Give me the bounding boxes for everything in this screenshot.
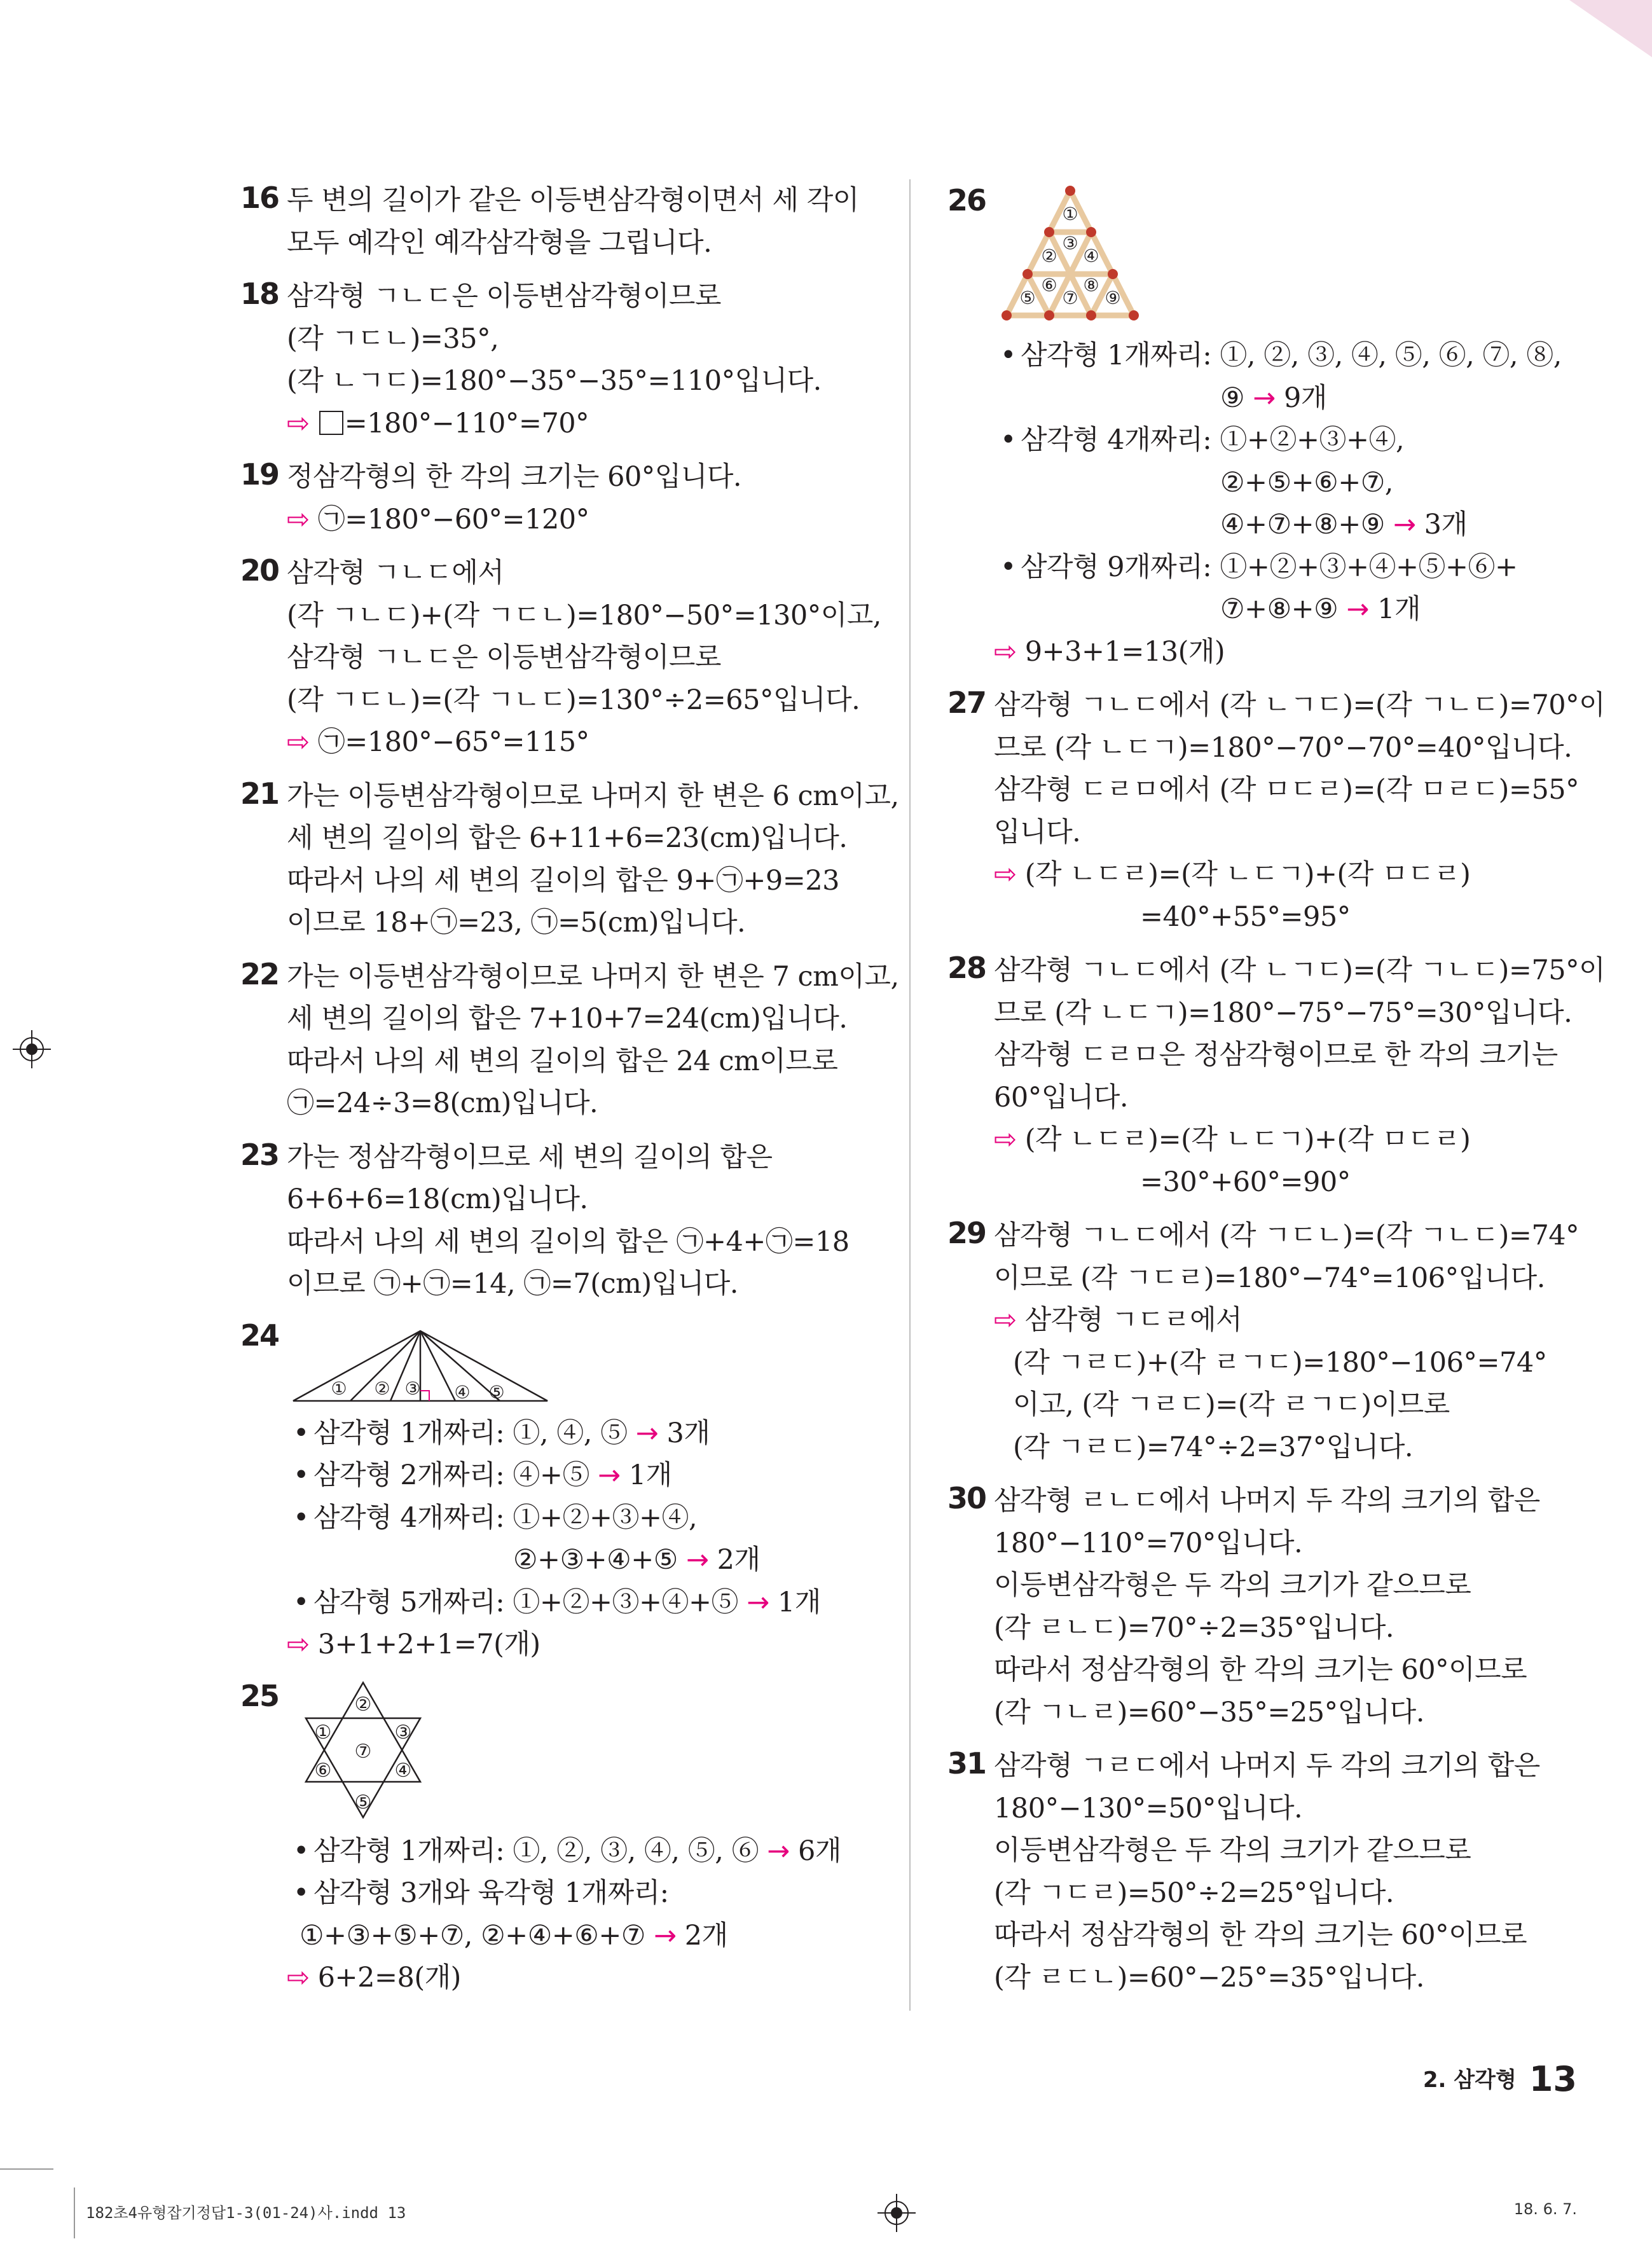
problem-19 [240, 456, 876, 541]
crop-mark [0, 2168, 53, 2170]
section-title: 2. 삼각형 [1422, 2067, 1517, 2093]
problem-23 [240, 1136, 876, 1306]
count-item: • 삼각형 2개짜리: ④+⑤ → 1개 [288, 1454, 876, 1497]
solution-line: 따라서 정삼각형의 한 각의 크기는 60°이므로 [994, 1919, 1527, 1951]
count-item: • 삼각형 9개짜리: ①+②+③+④+⑤+⑥+ [995, 546, 1577, 589]
fig-label: ⑥ [1041, 275, 1057, 296]
answer-arrow-icon: ⇨ [287, 407, 310, 439]
solution-line: 따라서 나의 세 변의 길이의 합은 9+㉠+9=23 [287, 864, 840, 897]
solution-line: 삼각형 ㄷㄹㅁ은 정삼각형이므로 한 각의 크기는 [994, 1039, 1558, 1071]
problem-number: 24 [240, 1318, 279, 1353]
answer-line-continued: 이고, (각 ㄱㄹㄷ)=(각 ㄹㄱㄷ)이므로 [1013, 1389, 1450, 1421]
answer-arrow-icon: ⇨ [287, 726, 310, 758]
solution-line: 이므로 18+㉠=23, ㉠=5(cm)입니다. [287, 907, 746, 939]
answer-line: ⇨ (각 ㄴㄷㄹ)=(각 ㄴㄷㄱ)+(각 ㅁㄷㄹ) [994, 858, 1471, 890]
fig-label: ② [354, 1693, 372, 1716]
solution-line: 따라서 정삼각형의 한 각의 크기는 60°이므로 [994, 1654, 1527, 1686]
fig-label: ① [331, 1377, 347, 1399]
problem-number: 28 [947, 951, 986, 985]
problem-number: 29 [947, 1216, 986, 1250]
registration-mark-icon [878, 2194, 916, 2232]
count-item-continued: ⑨ → 9개 [1220, 382, 1327, 414]
solution-line: 삼각형 ㄱㄴㄷ에서 (각 ㄴㄱㄷ)=(각 ㄱㄴㄷ)=75°이 [994, 954, 1606, 986]
fig-label: ④ [394, 1759, 412, 1782]
crop-mark [74, 2188, 75, 2238]
solution-line: 삼각형 ㄹㄴㄷ에서 나머지 두 각의 크기의 합은 [994, 1485, 1540, 1517]
solution-line: 삼각형 ㄱㄴㄷ은 이등변삼각형이므로 [287, 280, 721, 312]
solution-line: 삼각형 ㄱㄴㄷ은 이등변삼각형이므로 [287, 642, 721, 673]
solution-line: 따라서 나의 세 변의 길이의 합은 24 cm이므로 [287, 1045, 838, 1077]
problem-number: 19 [240, 457, 279, 492]
fig-label: ② [374, 1377, 390, 1399]
answer-line: ⇨ 9+3+1=13(개) [994, 635, 1225, 668]
solution-line: 두 변의 길이가 같은 이등변삼각형이면서 세 각이 [287, 184, 859, 216]
solution-line: 세 변의 길이의 합은 6+11+6=23(cm)입니다. [287, 822, 848, 854]
left-column [240, 179, 899, 2011]
solution-line: (각 ㄱㄷㄴ)=35°, [287, 322, 499, 355]
answer-text: =180°−110°=70° [344, 407, 589, 439]
fig-label: ⑦ [1062, 287, 1078, 308]
problem-30 [947, 1480, 1577, 1733]
solution-line: 입니다. [994, 816, 1081, 848]
problem-number: 26 [947, 183, 986, 217]
solution-line: ㉠=24÷3=8(cm)입니다. [287, 1087, 598, 1119]
answer-line-continued: =40°+55°=95° [1140, 900, 1351, 933]
solution-line: 므로 (각 ㄴㄷㄱ)=180°−70°−70°=40°입니다. [994, 731, 1573, 764]
problem-25 [240, 1678, 876, 1999]
answer-arrow-icon: ⇨ [287, 503, 310, 535]
solution-line: 삼각형 ㄱㄹㄷ에서 나머지 두 각의 크기의 합은 [994, 1750, 1540, 1782]
solution-line: (각 ㄴㄱㄷ)=180°−35°−35°=110°입니다. [287, 365, 822, 397]
solution-line: 삼각형 ㄱㄴㄷ에서 [287, 557, 504, 589]
fig-label: ① [1062, 203, 1078, 224]
solution-line: 180°−130°=50°입니다. [994, 1792, 1303, 1824]
answer-line: ⇨ 6+2=8(개) [287, 1962, 461, 1994]
problem-number: 27 [947, 686, 986, 720]
problem-number: 30 [947, 1481, 986, 1515]
solution-line: (각 ㄱㄴㄹ)=60°−35°=25°입니다. [994, 1696, 1424, 1728]
problem-number: 23 [240, 1137, 279, 1172]
hexagram-figure [287, 1678, 439, 1824]
problem-number: 22 [240, 956, 279, 991]
problem-26 [947, 182, 1577, 673]
solution-line: 정삼각형의 한 각의 크기는 60°입니다. [287, 461, 742, 493]
solution-line: (각 ㄹㄷㄴ)=60°−25°=35°입니다. [994, 1961, 1424, 1994]
fig-label: ③ [1062, 233, 1078, 254]
count-item: • 삼각형 1개짜리: ①, ②, ③, ④, ⑤, ⑥ → 6개 [288, 1830, 876, 1873]
count-item: • 삼각형 3개와 육각형 1개짜리: [288, 1872, 876, 1915]
count-item: • 삼각형 5개짜리: ①+②+③+④+⑤ → 1개 [288, 1581, 876, 1624]
solution-line: 가는 이등변삼각형이므로 나머지 한 변은 7 cm이고, [287, 960, 899, 993]
fig-label: ① [314, 1721, 332, 1744]
solution-line: (각 ㄱㄴㄷ)+(각 ㄱㄷㄴ)=180°−50°=130°이고, [287, 599, 881, 631]
answer-line: ⇨ 3+1+2+1=7(개) [287, 1629, 540, 1660]
count-item-continued: ①+③+⑤+⑦, ②+④+⑥+⑦ → 2개 [299, 1919, 728, 1952]
count-item-continued: ②+③+④+⑤ → 2개 [513, 1544, 761, 1576]
problem-21 [240, 775, 899, 944]
triangle-fan-figure [287, 1317, 554, 1406]
fig-label: ⑧ [1083, 275, 1099, 296]
solution-line: 삼각형 ㄱㄴㄷ에서 (각 ㄴㄱㄷ)=(각 ㄱㄴㄷ)=70°이 [994, 689, 1606, 721]
answer-line-continued: (각 ㄱㄹㄷ)+(각 ㄹㄱㄷ)=180°−106°=74° [1013, 1346, 1547, 1379]
problem-20 [240, 552, 881, 764]
fig-label: ⑤ [354, 1791, 372, 1814]
solution-line: 이므로 (각 ㄱㄷㄹ)=180°−74°=106°입니다. [994, 1262, 1545, 1294]
solution-line: 이등변삼각형은 두 각의 크기가 같으므로 [994, 1835, 1471, 1866]
problem-number: 25 [240, 1678, 279, 1713]
problem-31 [947, 1745, 1577, 1999]
problem-16 [240, 179, 876, 264]
fig-label: ⑥ [314, 1759, 332, 1782]
answer-line: ⇨ (각 ㄴㄷㄹ)=(각 ㄴㄷㄱ)+(각 ㅁㄷㄹ) [994, 1124, 1471, 1155]
count-item: • 삼각형 1개짜리: ①, ②, ③, ④, ⑤, ⑥, ⑦, ⑧, [995, 334, 1577, 377]
right-column [947, 179, 1606, 2010]
count-item-continued: ④+⑦+⑧+⑨ → 3개 [1220, 509, 1468, 541]
print-date: 18. 6. 7. [1513, 2200, 1577, 2218]
right-arrow-icon: → [635, 1417, 659, 1449]
solution-line: 이등변삼각형은 두 각의 크기가 같으므로 [994, 1569, 1471, 1601]
fig-label: ④ [1083, 245, 1099, 266]
answer-arrow-icon: ⇨ [994, 1124, 1017, 1155]
problem-22 [240, 956, 899, 1125]
solution-line: 6+6+6=18(cm)입니다. [287, 1183, 588, 1215]
right-arrow-icon: → [685, 1544, 709, 1576]
problem-number: 31 [947, 1746, 986, 1781]
matchstick-triangle-figure [994, 182, 1146, 328]
registration-mark-icon [13, 1030, 51, 1068]
fig-label: ⑤ [488, 1381, 505, 1403]
fig-label: ④ [454, 1381, 471, 1403]
answer-line-continued: =30°+60°=90° [1140, 1166, 1351, 1198]
solution-line: 가는 이등변삼각형이므로 나머지 한 변은 6 cm이고, [287, 780, 899, 812]
answer-text: ㉠=180°−65°=115° [317, 726, 589, 758]
fig-label: ③ [404, 1377, 421, 1399]
count-item-continued: ⑦+⑧+⑨ → 1개 [1220, 593, 1421, 625]
right-arrow-icon: → [598, 1459, 621, 1491]
problem-29 [947, 1215, 1580, 1468]
solution-line: 180°−110°=70°입니다. [994, 1527, 1303, 1559]
page-number: 13 [1529, 2059, 1577, 2099]
right-arrow-icon: → [1393, 509, 1416, 541]
problem-28 [947, 949, 1606, 1203]
solution-line: 가는 정삼각형이므로 세 변의 길이의 합은 [287, 1141, 773, 1173]
answer-line [287, 499, 876, 541]
answer-line-continued: (각 ㄱㄹㄷ)=74°÷2=37°입니다. [1013, 1431, 1414, 1463]
answer-arrow-icon: ⇨ [287, 1629, 310, 1660]
solution-line: 므로 (각 ㄴㄷㄱ)=180°−75°−75°=30°입니다. [994, 996, 1573, 1029]
count-item: • 삼각형 1개짜리: ①, ④, ⑤ → 3개 [288, 1412, 876, 1455]
fig-label: ⑤ [1019, 287, 1036, 308]
problem-number: 18 [240, 277, 279, 311]
corner-decoration [1569, 0, 1652, 57]
file-slug: 182초4유형잡기정답1-3(01-24)사.indd 13 [86, 2204, 406, 2222]
solution-line: 따라서 나의 세 변의 길이의 합은 ㉠+4+㉠=18 [287, 1225, 850, 1258]
answer-arrow-icon: ⇨ [287, 1962, 310, 1994]
count-item: • 삼각형 4개짜리: ①+②+③+④, [995, 419, 1577, 462]
page-footer [1423, 2059, 1577, 2099]
solution-line: 이므로 ㉠+㉠=14, ㉠=7(cm)입니다. [287, 1268, 738, 1300]
answer-arrow-icon: ⇨ [994, 635, 1017, 668]
fig-label: ③ [394, 1721, 412, 1744]
solution-line: 세 변의 길이의 합은 7+10+7=24(cm)입니다. [287, 1003, 848, 1035]
blank-box-icon [319, 411, 343, 435]
problem-number: 16 [240, 181, 279, 215]
right-arrow-icon: → [747, 1586, 769, 1618]
solution-line: (각 ㄹㄴㄷ)=70°÷2=35°입니다. [994, 1611, 1394, 1644]
fig-label: ⑨ [1105, 287, 1121, 308]
right-arrow-icon: → [767, 1835, 790, 1867]
problem-18 [240, 275, 876, 444]
solution-line: 60°입니다. [994, 1081, 1128, 1113]
answer-line: ⇨ 삼각형 ㄱㄷㄹ에서 [994, 1304, 1242, 1336]
solution-line: 모두 예각인 예각삼각형을 그립니다. [287, 226, 712, 259]
right-arrow-icon: → [1346, 593, 1369, 625]
count-item-continued: ②+⑤+⑥+⑦, [1220, 466, 1393, 499]
solution-line: (각 ㄱㄷㄹ)=50°÷2=25°입니다. [994, 1877, 1394, 1909]
right-arrow-icon: → [654, 1919, 677, 1952]
problem-27 [947, 684, 1606, 938]
problem-number: 21 [240, 776, 279, 811]
right-arrow-icon: → [1253, 382, 1276, 414]
answer-arrow-icon: ⇨ [994, 1304, 1017, 1336]
problem-24 [240, 1317, 876, 1666]
answer-line [287, 403, 876, 445]
count-item: • 삼각형 4개짜리: ①+②+③+④, [288, 1497, 876, 1540]
solution-line: (각 ㄱㄷㄴ)=(각 ㄱㄴㄷ)=130°÷2=65°입니다. [287, 684, 860, 716]
answer-arrow-icon: ⇨ [994, 858, 1017, 890]
fig-label: ② [1041, 245, 1057, 266]
solution-line: 삼각형 ㄷㄹㅁ에서 (각 ㅁㄷㄹ)=(각 ㅁㄹㄷ)=55° [994, 774, 1580, 806]
answer-text: ㉠=180°−60°=120° [317, 503, 589, 535]
answer-line [287, 721, 876, 764]
column-divider [909, 179, 911, 2011]
problem-number: 20 [240, 553, 279, 588]
solution-line: 삼각형 ㄱㄴㄷ에서 (각 ㄱㄷㄴ)=(각 ㄱㄴㄷ)=74° [994, 1220, 1580, 1251]
fig-label: ⑦ [354, 1740, 372, 1763]
